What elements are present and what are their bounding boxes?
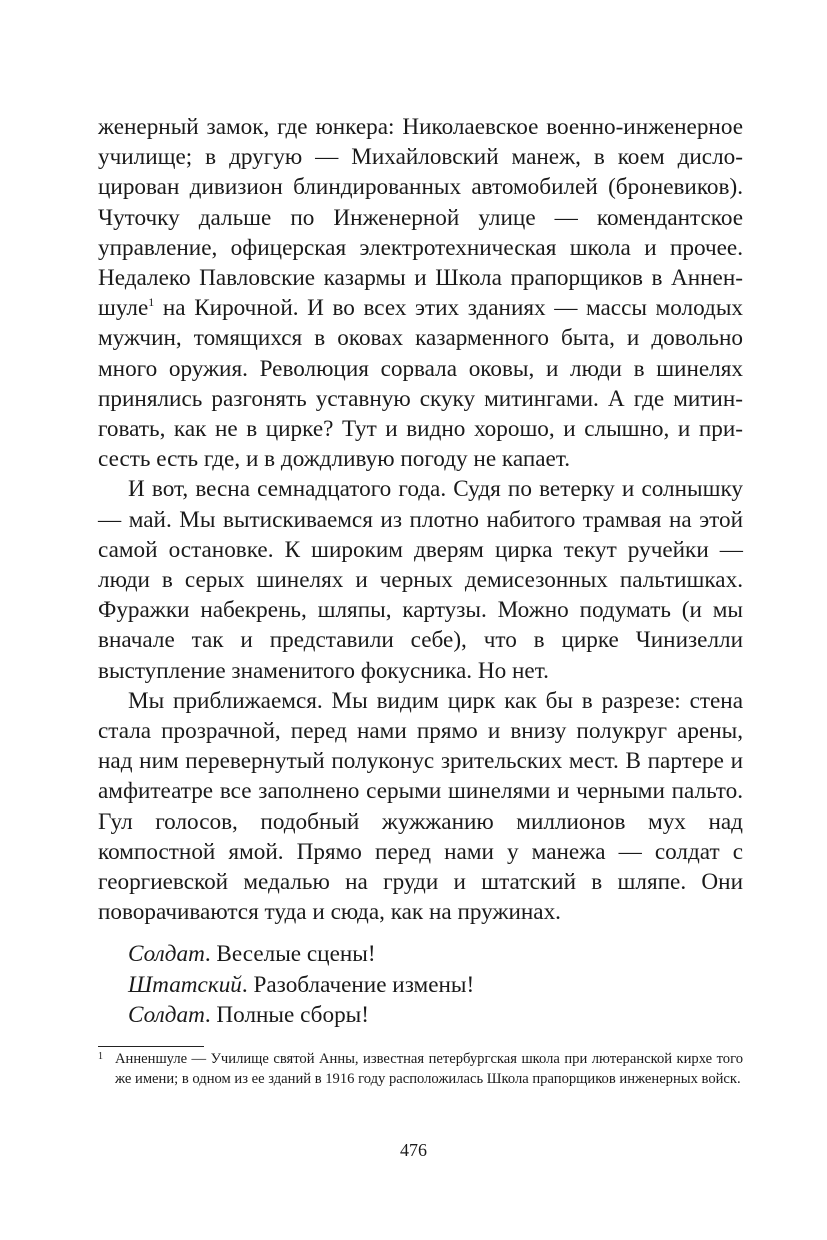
paragraph-2: И вот, весна семнадцатого года. Судя по ветерку и солнышку — май. Мы вытискиваемся из плотно набитого трамвая на этой самой остановке. К широким дверям цирка текут ручейки — люди в серых шинелях и черных демисезонных пальтишках. Фуражки набекрень, шляпы, картузы. Можно подумать (и мы вначале так и представили себе), что в цирке Чинизелли выступление знаменитого фокусника. Но нет. <box>98 476 743 684</box>
dialogue-speaker: Солдат <box>128 941 205 968</box>
paragraph-1-continuation: на Кирочной. И во всех этих зданиях — массы молодых мужчин, томящихся в оковах казарменного быта, и довольно много оружия. Революция сорвала оковы, и люди в шинелях принялись разгонять уставную скуку митингами. А где митинговать, как не в цирке? Тут и видно хорошо, и слышно, и присесть есть где, и в дождливую погоду не капает. <box>98 295 743 473</box>
paragraph-1 <box>98 112 743 474</box>
dialogue-speaker: Штатский <box>128 971 242 998</box>
page-body <box>98 112 743 1030</box>
dialogue-text: . Полные сборы! <box>204 1001 369 1028</box>
dialogue-line <box>128 970 743 1000</box>
dialogue-speaker: Солдат <box>128 1001 205 1028</box>
dialogue-line <box>128 1000 743 1030</box>
footnote-reference[interactable]: 1 <box>148 295 155 310</box>
paragraph-1-text: женерный замок, где юнкера: Николаевское военно-инженерное училище; в другую — Михайловский манеж, в коем дислоцирован дивизион блиндированных автомобилей (броневиков). Чуточку дальше по Инженерной улице — комендантское управление, офицерская электротехническая школа и прочее. Недалеко Павловские казармы и Школа прапорщиков в Анненшуле <box>98 114 743 322</box>
footnote: 1 Анненшуле — Училище святой Анны, известная петербургская школа при лютеранской кирхе того же имени; в одном из ее зданий в 1916 году расположилась Школа прапорщиков инженерных войск. <box>98 1050 743 1089</box>
paragraph-3: Мы приближаемся. Мы видим цирк как бы в разрезе: стена стала прозрачной, перед нами прямо и внизу полукруг арены, над ним перевернутый полуконус зрительских мест. В партере и амфитеатре все заполнено серыми шинелями и черными пальто. Гул голосов, подобный жужжанию миллионов мух над компостной ямой. Прямо перед нами у манежа — солдат с георгиевской медалью на груди и штатский в шляпе. Они поворачиваются туда и сюда, как на пружинах. <box>98 687 743 926</box>
dialogue-block <box>98 939 743 1030</box>
page-number: 476 <box>400 1140 427 1160</box>
footnote-divider <box>98 1046 204 1047</box>
footnote-text: Анненшуле — Училище святой Анны, известная петербургская школа при лютеранской кирхе того же имени; в одном из ее зданий в 1916 году расположилась Школа прапорщиков инженерных войск. <box>115 1051 743 1087</box>
dialogue-line <box>128 939 743 969</box>
dialogue-text: . Веселые сцены! <box>204 941 376 968</box>
dialogue-text: . Разоблачение измены! <box>241 971 475 998</box>
